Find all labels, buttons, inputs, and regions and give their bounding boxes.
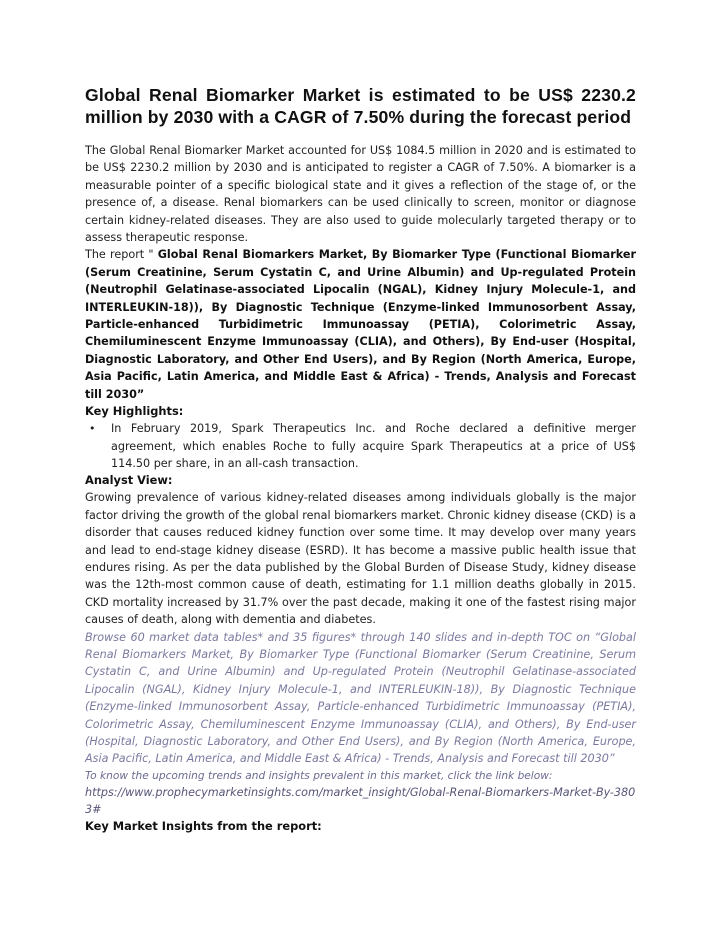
browse-paragraph: Browse 60 market data tables* and 35 figures* through 140 slides and in-depth TOC on “Global Renal Biomarkers Market, By Biomarker Type (Functional Biomarker (Serum Creatinine, Serum Cystatin C, and Urine Albumin) and Up-regulated Protein (Neutrophil Gelatinase-associated Lipocalin (NGAL), Kidney Injury Molecule-1, and INTERLEUKIN-18)), By Diagnostic Technique (Enzyme-linked Immunosorbent Assay, Particle-enhanced Turbidimetric Immunoassay (PETIA), Colorimetric Assay, Chemiluminescent Enzyme Immunoassay (CLIA), and Others), By End-user (Hospital, Diagnostic Laboratory, and Other End Users), and By Region (North America, Europe, Asia Pacific, Latin America, and Middle East & Africa) - Trends, Analysis and Forecast till 2030” xyxy=(85,630,636,766)
key-highlights-heading: Key Highlights: xyxy=(85,404,184,419)
highlight-text: In February 2019, Spark Therapeutics Inc. and Roche declared a definitive merger agreement, which enables Roche to fully acquire Spark Therapeutics at a price of US$ 114.50 per share, in an all-cash transaction. xyxy=(111,422,636,470)
key-highlights-list xyxy=(85,420,636,472)
analyst-view-paragraph: Growing prevalence of various kidney-related diseases among individuals globally is the major factor driving the growth of the global renal biomarkers market. Chronic kidney disease (CKD) is a disorder that causes reduced kidney function over some time. It may develop over many years and lead to end-stage kidney disease (ESRD). It has become a massive public health issue that endures rising. As per the data published by the Global Burden of Disease Study, kidney disease was the 12th-most common cause of death, estimating for 1.1 million deaths globally in 2015. CKD mortality increased by 31.7% over the past decade, making it one of the fastest rising major causes of death, along with dementia and diabetes. xyxy=(85,491,636,627)
report-link[interactable]: https://www.prophecymarketinsights.com/market_insight/Global-Renal-Biomarkers-Market-By-3803# xyxy=(85,785,636,816)
link-prompt: To know the upcoming trends and insights prevalent in this market, click the link below: xyxy=(85,769,553,782)
intro-paragraph: The Global Renal Biomarker Market accounted for US$ 1084.5 million in 2020 and is estimated to be US$ 2230.2 million by 2030 and is anticipated to register a CAGR of 7.50%. A biomarker is a measurable pointer of a specific biological state and it gives a reflection of the stage of, or the presence of, a disease. Renal biomarkers can be used clinically to screen, monitor or diagnose certain kidney-related diseases. They are also used to guide molecularly targeted therapy or to assess therapeutic response. xyxy=(85,144,636,245)
report-paragraph xyxy=(85,246,636,403)
page-title: Global Renal Biomarker Market is estimated to be US$ 2230.2 million by 2030 with a CAGR of 7.50% during the forecast period xyxy=(85,85,636,127)
bullet-icon: • xyxy=(89,422,96,436)
list-item xyxy=(89,420,636,472)
key-insights-heading: Key Market Insights from the report: xyxy=(85,818,322,833)
report-title: Global Renal Biomarkers Market, By Biomarker Type (Functional Biomarker (Serum Creatinine, Serum Cystatin C, and Urine Albumin) and Up-regulated Protein (Neutrophil Gelatinase-associated Lipocalin (NGAL), Kidney Injury Molecule-1, and INTERLEUKIN-18)), By Diagnostic Technique (Enzyme-linked Immunosorbent Assay, Particle-enhanced Turbidimetric Immunoassay (PETIA), Colorimetric Assay, Chemiluminescent Enzyme Immunoassay (CLIA), and Others), By End-user (Hospital, Diagnostic Laboratory, and Other End Users), and By Region (North America, Europe, Asia Pacific, Latin America, and Middle East & Africa) - Trends, Analysis and Forecast till 2030” xyxy=(85,248,636,401)
report-prefix: The report " xyxy=(85,248,158,262)
document-page xyxy=(85,84,636,835)
analyst-view-heading: Analyst View: xyxy=(85,473,173,488)
